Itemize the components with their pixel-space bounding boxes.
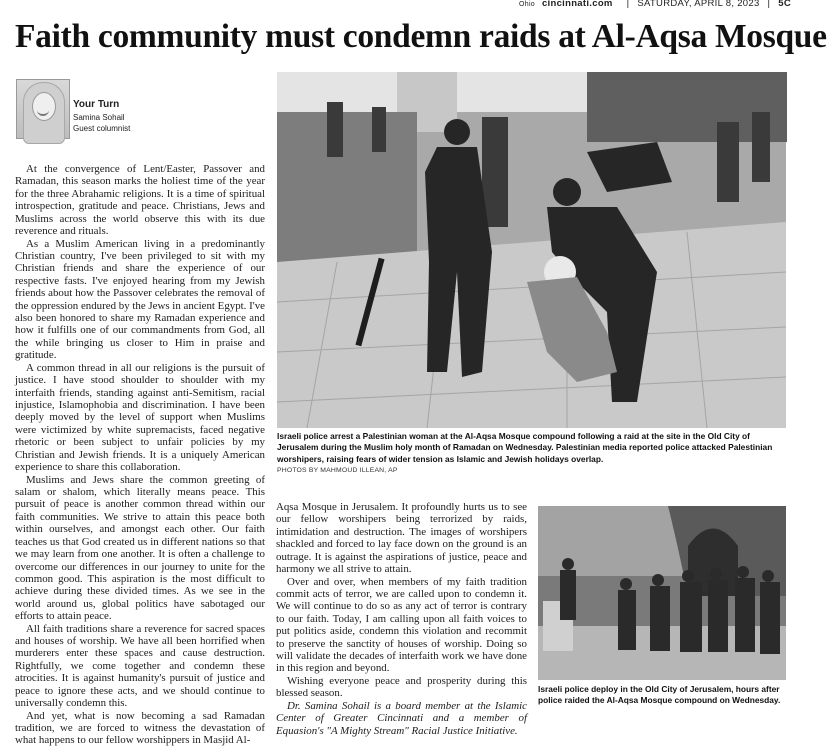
paragraph: Over and over, when members of my faith tradition commit acts of terror, we are called upon to condemn it. We will continue to do so as any act of terror is contrary to our faith. Today, I am calling upon all faith voices to put politics aside, condemn this violation and recommit to preserve the sanctity of houses of worship. Doing so will validate the decades of interfaith work we have done in this region and beyond. <box>276 575 527 675</box>
paragraph: A common thread in all our religions is the pursuit of justice. I have stood shoulder to shoulder with my interfaith friends, standing against anti-Semitism, racial injustice, Islamophobia and discrimination. I have been deeply moved by the level of support when Muslims were victimized by white supremacists, faced negative rhetoric or been subject to unfair policies by my Christian and Jewish friends. It is a uniquely American experience to share this collaboration. <box>15 361 265 474</box>
column-label: Your Turn <box>73 99 120 110</box>
columnist-name: Samina Sohail <box>73 113 125 122</box>
secondary-news-photo <box>538 506 786 680</box>
folio-state: Ohio <box>519 1 535 8</box>
main-photo-caption: Israeli police arrest a Palestinian woman at the Al-Aqsa Mosque compound following a raid at the site in the Old City of Jerusalem during the Muslim holy month of Ramadan on Wednesday. Palestinian media reported police attacked Palestinian worshipers, raising fears of wider tension as Islamic and Jewish holidays overlap. <box>277 431 773 464</box>
article-column-1 <box>15 163 265 747</box>
folio-site: cincinnati.com <box>541 0 613 9</box>
paragraph: At the convergence of Lent/Easter, Passover and Ramadan, this season marks the holiest time of the year for the three Abrahamic religions. It is a time of spiritual introspection, gratitude and peace. Christians, Jews and Muslims across the world observe this with its due reverence and rituals. <box>15 163 265 238</box>
paragraph: Wishing everyone peace and prosperity during this blessed season. <box>276 674 527 700</box>
columnist-signature <box>73 99 130 135</box>
columnist-role: Guest columnist <box>73 124 131 133</box>
folio-divider: | <box>767 0 771 9</box>
page-folio <box>519 0 791 9</box>
article-column-2 <box>276 501 527 741</box>
author-bio: Dr. Samina Sohail is a board member at the Islamic Center of Greater Cincinnati and a member of Equasion's "A Mighty Stream" Racial Justice Initiative. <box>276 699 527 737</box>
main-news-photo <box>277 72 786 428</box>
arrest-scene-illustration <box>277 72 786 428</box>
folio-date: SATURDAY, APRIL 8, 2023 <box>637 0 760 9</box>
paragraph: Aqsa Mosque in Jerusalem. It profoundly hurts us to see our fellow worshipers being terrorized by raids, intimidation and destruction. The images of worshipers shackled and forced to lay face down on the ground is an outrage. It is against the aspirations of justice, peace and harmony we all strive to attain. <box>276 501 527 576</box>
paragraph: As a Muslim American living in a predominantly Christian country, I've been privileged to sit with my Christian friends and share the experience of our respective fasts. I've enjoyed hearing from my Jewish friends about how the Passover celebrates the removal of the oppression endured by the Jews in ancient Egypt. I've also been honored to share my Ramadan experience and how it fulfills one of our commandments from God, all the while bringing us closer to Him in praise and gratitude. <box>15 237 265 362</box>
headline: Faith community must condemn raids at Al-Aqsa Mosque <box>15 18 827 55</box>
paragraph: And yet, what is now becoming a sad Ramadan tradition, we are forced to witness the devastation of what happens to our fellow worshippers in Masjid Al- <box>15 709 265 747</box>
folio-divider: | <box>626 0 630 9</box>
columnist-headshot <box>16 79 70 139</box>
photo-credit: PHOTOS BY MAHMOUD ILLEAN, AP <box>277 467 398 474</box>
folio-page-number: 5C <box>778 0 791 9</box>
secondary-photo-caption: Israeli police deploy in the Old City of Jerusalem, hours after police raided the Al-Aqsa Mosque compound on Wednesday. <box>538 684 781 706</box>
police-deployment-illustration <box>538 506 786 680</box>
paragraph: Muslims and Jews share the common greeting of salam or shalom, which literally means peace. This pursuit of peace is another common thread within our faith communities. We strive to attain this peace both within ourselves, and amongst each other. Our faith teaches us that God created us in different nations so that we may learn from one another. It is often a challenge to overcome our differences in our journey to unite for the common good. This aspiration is the most difficult to achieve during these divided times. As we see in the world around us, global politics have sabotaged our efforts to attain peace. <box>15 473 265 623</box>
headshot-face <box>32 92 56 121</box>
paragraph: All faith traditions share a reverence for sacred spaces and houses of worship. We have all been horrified when murderers enter these spaces and cause destruction. Rightfully, we come together and condemn these atrocities. It is against humanity's pursuit of justice and peace to ignore these acts, and we should continue to universally condemn this. <box>15 622 265 710</box>
